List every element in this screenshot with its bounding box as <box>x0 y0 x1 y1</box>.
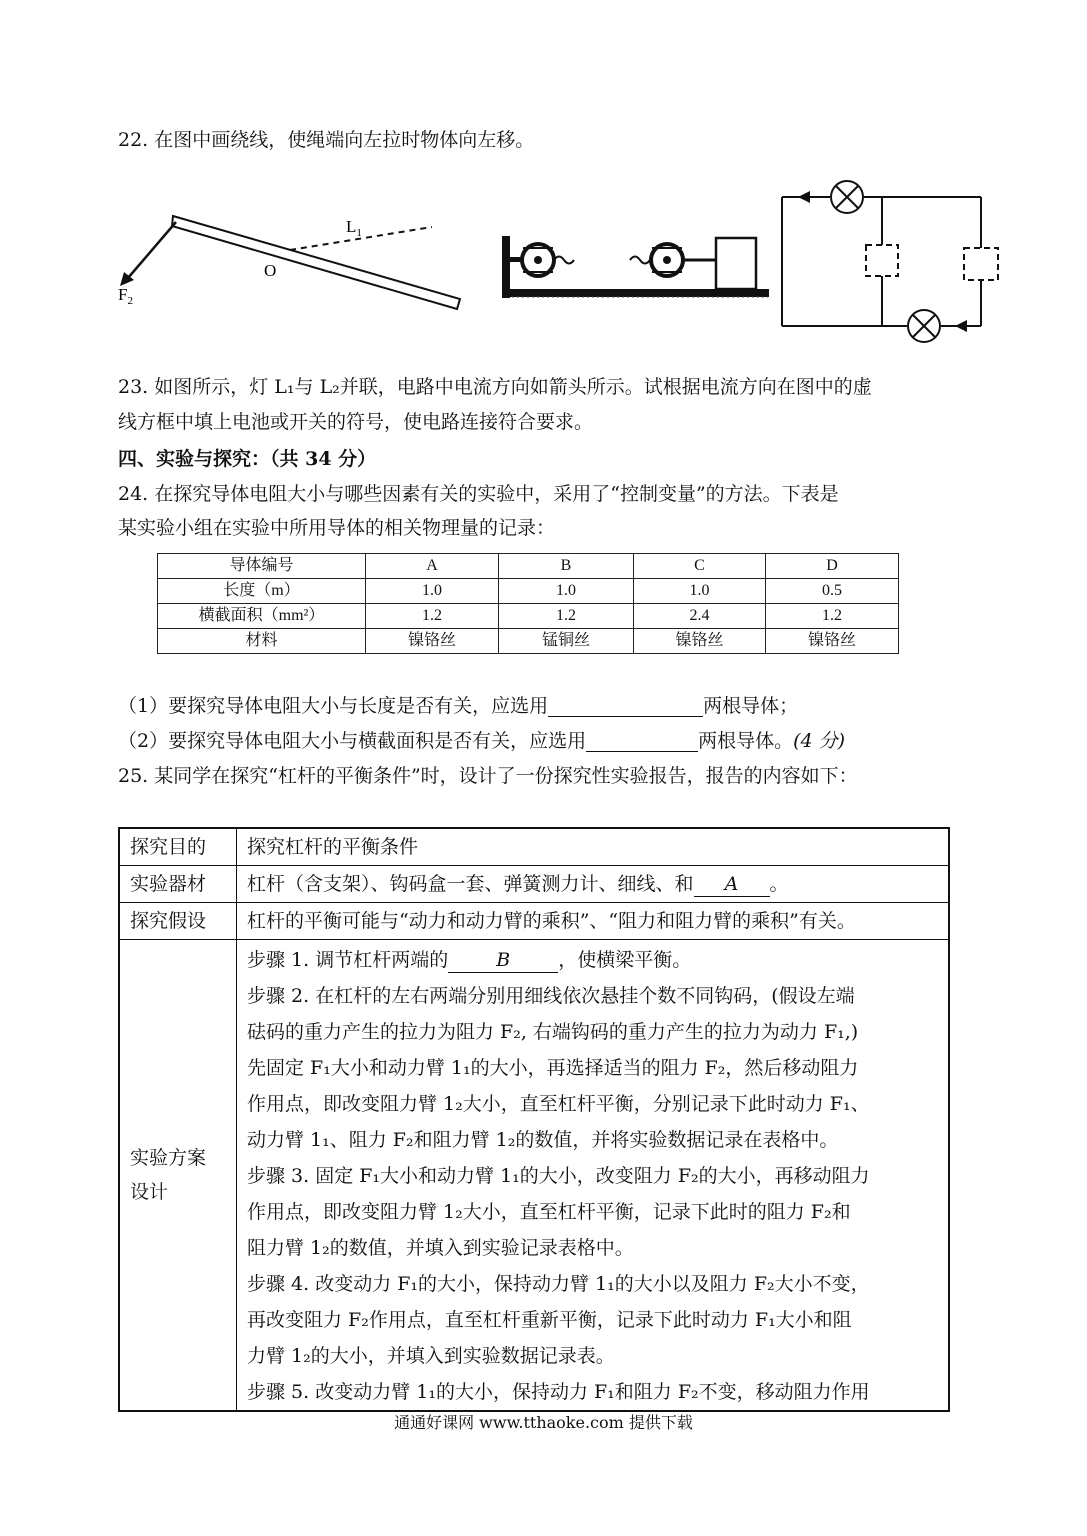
table-cell: 镍铬丝 <box>766 629 899 654</box>
step-3-line: 作用点，即改变阻力臂 1₂大小，直至杠杆平衡，记录下此时的阻力 F₂和 <box>247 1201 851 1223</box>
table-row <box>119 866 949 903</box>
hypothesis-label: 探究假设 <box>119 903 237 940</box>
answer-blank-1[interactable] <box>548 696 703 717</box>
pulley-figure <box>502 236 769 298</box>
table-header: B <box>499 554 634 579</box>
arrow-left-icon <box>955 320 967 332</box>
step-3-line: 阻力臂 1₂的数值，并填入到实验记录表格中。 <box>247 1237 634 1259</box>
table-row <box>158 554 899 579</box>
table-cell: 1.2 <box>366 604 499 629</box>
step-2-line: 作用点，即改变阻力臂 1₂大小，直至杠杆平衡，分别记录下此时动力 F₁、 <box>247 1093 870 1115</box>
design-label-line-1: 实验方案 <box>130 1147 207 1169</box>
step-1-prefix: 步骤 1. 调节杠杆两端的 <box>247 949 449 971</box>
table-cell: 锰铜丝 <box>499 629 634 654</box>
table-cell: 1.2 <box>766 604 899 629</box>
design-label <box>119 940 237 1412</box>
step-3-line: 步骤 3. 固定 F₁大小和动力臂 1₁的大小，改变阻力 F₂的大小，再移动阻力 <box>247 1165 870 1187</box>
q24-sub-1-prefix: （1）要探究导体电阻大小与长度是否有关，应选用 <box>118 695 549 717</box>
table-cell: 材料 <box>158 629 366 654</box>
table-row <box>158 604 899 629</box>
table-cell: 1.0 <box>634 579 766 604</box>
table-cell: 镍铬丝 <box>634 629 766 654</box>
table-row <box>119 903 949 940</box>
table-row <box>119 940 949 1412</box>
design-label-line-2: 设计 <box>130 1181 169 1203</box>
design-steps <box>237 940 950 1412</box>
purpose-label: 探究目的 <box>119 828 237 866</box>
q24-sub-2-prefix: （2）要探究导体电阻大小与横截面积是否有关，应选用 <box>118 730 587 752</box>
step-2-line: 动力臂 1₁、阻力 F₂和阻力臂 1₂的数值，并将实验数据记录在表格中。 <box>247 1129 839 1151</box>
table-row <box>158 629 899 654</box>
table-cell: 横截面积（mm²） <box>158 604 366 629</box>
table-cell: 1.2 <box>499 604 634 629</box>
table-header: C <box>634 554 766 579</box>
answer-blank-a[interactable]: A <box>694 872 770 897</box>
table-row <box>158 579 899 604</box>
purpose-value: 探究杠杆的平衡条件 <box>237 828 950 866</box>
arrow-left-icon <box>798 191 810 203</box>
answer-blank-2[interactable] <box>586 731 698 752</box>
equipment-label: 实验器材 <box>119 866 237 903</box>
label-o: O <box>264 261 277 280</box>
table-cell: 长度（m） <box>158 579 366 604</box>
table-header: A <box>366 554 499 579</box>
q24-sub-2 <box>118 730 845 752</box>
step-1 <box>247 942 938 978</box>
experiment-report-table <box>118 827 950 1412</box>
circuit-figure <box>782 181 998 342</box>
q24-sub-1-suffix: 两根导体； <box>703 695 799 717</box>
step-2-line: 步骤 2. 在杠杆的左右两端分别用细线依次悬挂个数不同钩码，(假设左端 <box>247 985 855 1007</box>
answer-blank-b[interactable]: B <box>448 948 558 973</box>
dashed-box-1 <box>866 245 898 276</box>
step-2-line: 先固定 F₁大小和动力臂 1₁的大小，再选择适当的阻力 F₂，然后移动阻力 <box>247 1057 859 1079</box>
q24-sub-1 <box>118 695 798 717</box>
dashed-box-2 <box>964 248 998 280</box>
step-4-line: 再改变阻力 F₂作用点，直至杠杆重新平衡，记录下此时动力 F₁大小和阻 <box>247 1309 852 1331</box>
label-l1: $L_1$ <box>346 217 362 239</box>
lever-figure <box>118 216 460 309</box>
footer-text: 通通好课网 www.tthaoke.com 提供下载 <box>394 1413 693 1432</box>
table-cell: 2.4 <box>634 604 766 629</box>
step-4-line: 步骤 4. 改变动力 F₁的大小，保持动力臂 1₁的大小以及阻力 F₂大小不变， <box>247 1273 870 1295</box>
q25-intro: 25. 某同学在探究“杠杆的平衡条件”时，设计了一份探究性实验报告，报告的内容如下： <box>118 765 858 787</box>
table-header: 导体编号 <box>158 554 366 579</box>
q24-line-2: 某实验小组在实验中所用导体的相关物理量的记录： <box>118 517 556 539</box>
q22-text: 22. 在图中画绕线，使绳端向左拉时物体向左移。 <box>118 129 535 151</box>
q24-line-1: 24. 在探究导体电阻大小与哪些因素有关的实验中，采用了“控制变量”的方法。下表是 <box>118 483 839 505</box>
label-f2: $F_2$ <box>118 285 133 307</box>
score-label: (4 分) <box>793 730 846 752</box>
equipment-value <box>237 866 950 903</box>
table-cell: 1.0 <box>366 579 499 604</box>
q23-line-2: 线方框中填上电池或开关的符号，使电路连接符合要求。 <box>118 411 594 433</box>
table-cell: 镍铬丝 <box>366 629 499 654</box>
q24-sub-2-suffix: 两根导体。 <box>698 730 794 752</box>
equipment-text: 杠杆（含支架）、钩码盒一套、弹簧测力计、细线、和 <box>247 873 694 895</box>
step-5-line: 步骤 5. 改变动力臂 1₁的大小，保持动力 F₁和阻力 F₂不变，移动阻力作用 <box>247 1381 870 1403</box>
section-title: 四、实验与探究：（共 34 分） <box>118 448 377 470</box>
figures <box>0 0 1087 360</box>
table-cell: 1.0 <box>499 579 634 604</box>
equipment-suffix: 。 <box>769 873 789 895</box>
step-2-line: 砝码的重力产生的拉力为阻力 F₂, 右端钩码的重力产生的拉力为动力 F₁,) <box>247 1021 859 1043</box>
q23-line-1: 23. 如图所示，灯 L₁与 L₂并联，电路中电流方向如箭头所示。试根据电流方向在图中的虚 <box>118 376 872 398</box>
hypothesis-value: 杠杆的平衡可能与“动力和动力臂的乘积”、“阻力和阻力臂的乘积”有关。 <box>237 903 950 940</box>
table-row <box>119 828 949 866</box>
table-cell: 0.5 <box>766 579 899 604</box>
conductor-table <box>157 553 899 654</box>
table-header: D <box>766 554 899 579</box>
step-4-line: 力臂 1₂的大小，并填入到实验数据记录表。 <box>247 1345 615 1367</box>
step-1-suffix: ，使横梁平衡。 <box>558 949 692 971</box>
